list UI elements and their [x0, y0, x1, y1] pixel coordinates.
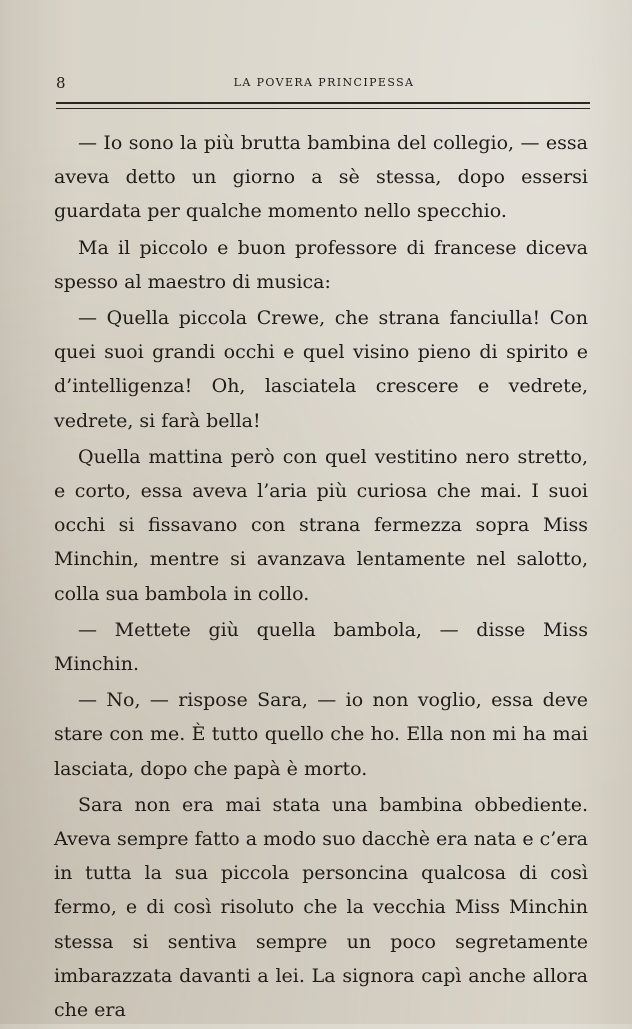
header-rule-thick [56, 102, 590, 104]
running-head [56, 74, 592, 94]
paragraph: — Mettete giù quella bambola, — disse Miss Minchin. [54, 618, 588, 676]
paragraph: — Quella piccola Crewe, che strana fanciulla! Con quei suoi grandi occhi e quel visino pieno di spirito e d’intelligenza! Oh, lasciatela crescere e vedrete, vedrete, si farà bella! [54, 307, 588, 432]
page-number: 8 [56, 74, 67, 92]
paragraph: — Io sono la più brutta bambina del collegio, — essa aveva detto un giorno a sè stessa, dopo essersi guardata per qualche momento nello specchio. [54, 132, 588, 223]
paragraph: Sara non era mai stata una bambina obbediente. Aveva sempre fatto a modo suo dacchè era nata e c’era in tutta la sua piccola personcina qualcosa di così fermo, e di così risoluto che la vecchia Miss Minchin stessa si sentiva sempre un poco segretamente imbarazzata davanti a lei. La signora capì anche allora che era [54, 793, 588, 1022]
paragraph: Ma il piccolo e buon professore di francese diceva spesso al maestro di musica: [54, 236, 588, 293]
running-title: LA POVERA PRINCIPESSA [233, 76, 415, 89]
header-rule-thin [56, 108, 590, 109]
paragraph: — No, — rispose Sara, — io non voglio, essa deve stare con me. È tutto quello che ho. Ella non mi ha mai lasciata, dopo che papà è morto. [54, 689, 588, 780]
paragraph: Quella mattina però con quel vestitino nero stretto, e corto, essa aveva l’aria più curiosa che mai. I suoi occhi si fissavano con strana fermezza sopra Miss Minchin, mentre si avanzava lentamente nel salotto, colla sua bambola in collo. [54, 445, 588, 605]
body-text [54, 126, 588, 1029]
